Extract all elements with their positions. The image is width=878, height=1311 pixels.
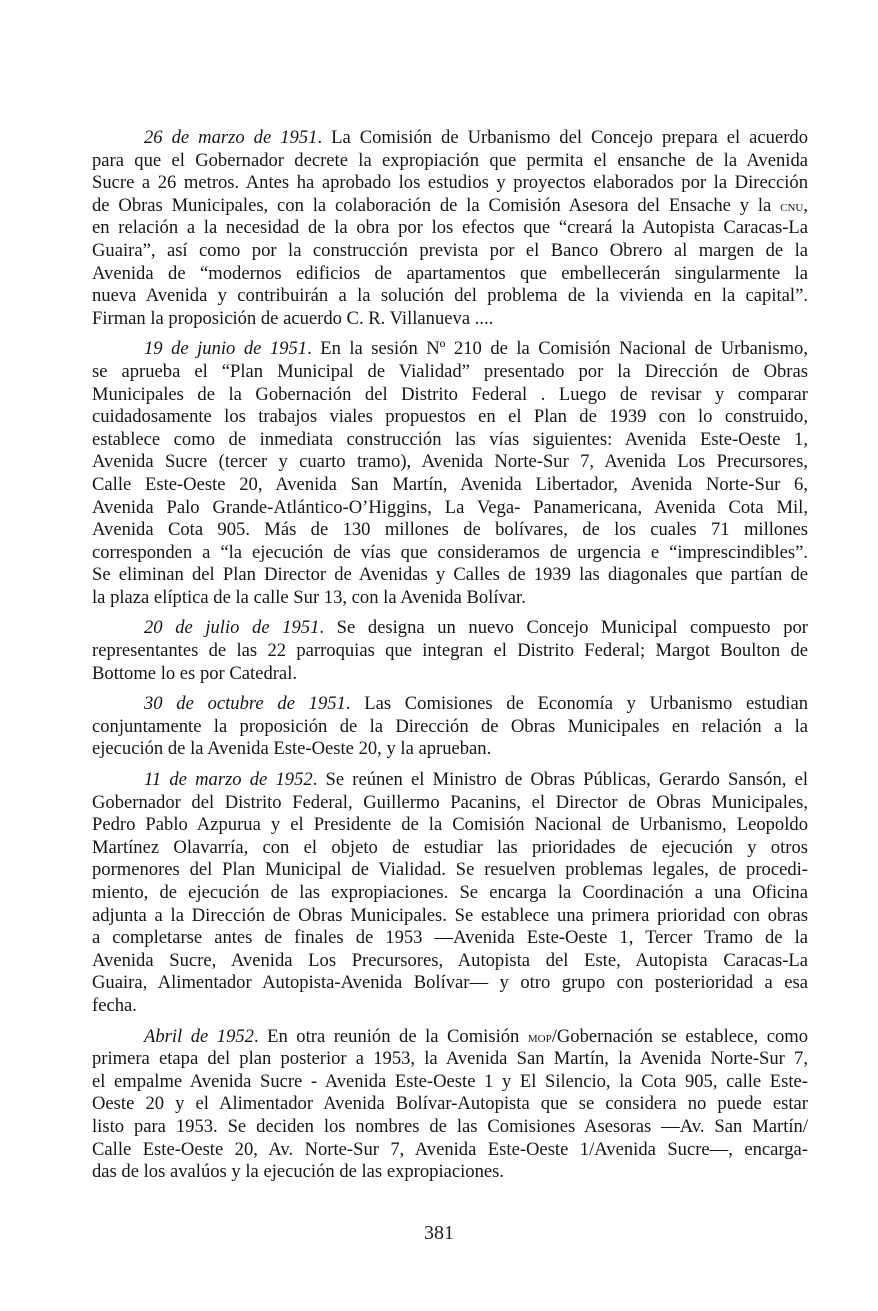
text-line: Pedro Pablo Azpurua y el Presidente de la Comisión Nacional de Urbanismo, Leopoldo	[92, 814, 808, 836]
text-line: conjuntamente la proposición de la Dirección de Obras Municipales en relación a la	[92, 715, 808, 737]
paragraph-entry	[92, 1026, 808, 1184]
entry-date: 20 de julio de 1951	[144, 617, 320, 639]
entry-date: Abril de 1952	[144, 1025, 254, 1047]
text-line: Guaira”, así como por la construcción prevista por el Banco Obrero al margen de la	[92, 239, 808, 261]
text-line: adjunta a la Dirección de Obras Municipales. Se establece una primera prioridad con obras	[92, 904, 808, 926]
paragraph-entry	[92, 338, 808, 609]
text-line: pormenores del Plan Municipal de Vialidad. Se resuelven problemas legales, de procedi-	[92, 859, 808, 881]
text-line: se aprueba el “Plan Municipal de Vialidad” presentado por la Dirección de Obras	[92, 360, 808, 382]
text-line: das de los avalúos y la ejecución de las expropiaciones.	[92, 1161, 505, 1183]
text-line: Guaira, Alimentador Autopista-Avenida Bolívar— y otro grupo con posterioridad a esa	[92, 972, 808, 994]
text-line: Avenida de “modernos edificios de apartamentos que embellecerán singularmente la	[92, 262, 808, 284]
text-line: Calle Este-Oeste 20, Av. Norte-Sur 7, Avenida Este-Oeste 1/Avenida Sucre—, encarga-	[92, 1138, 808, 1160]
text-line	[92, 693, 808, 716]
text-line: Municipales de la Gobernación del Distrito Federal . Luego de revisar y comparar	[92, 383, 808, 405]
acronym: cnu	[780, 198, 804, 215]
text-line	[92, 127, 808, 150]
text-line: Avenida Sucre, Avenida Los Precursores, Autopista del Este, Autopista Caracas-La	[92, 949, 808, 971]
text-line	[92, 769, 808, 792]
entry-date: 19 de junio de 1951	[144, 338, 308, 360]
entry-date: 30 de octubre de 1951	[144, 693, 346, 715]
text-line: fecha.	[92, 994, 137, 1016]
text-line: Firman la proposición de acuerdo C. R. Villanueva ....	[92, 307, 494, 329]
text-line: la plaza elíptica de la calle Sur 13, con la Avenida Bolívar.	[92, 586, 526, 608]
text-line: representantes de las 22 parroquias que integran el Distrito Federal; Margot Boulton de	[92, 640, 808, 662]
paragraph-entry	[92, 127, 808, 330]
text-line: Avenida Cota 905. Más de 130 millones de bolívares, de los cuales 71 millones	[92, 519, 808, 541]
text-line: a completarse antes de finales de 1953 —Avenida Este-Oeste 1, Tercer Tramo de la	[92, 927, 808, 949]
text-line: Sucre a 26 metros. Antes ha aprobado los estudios y proyectos elaborados por la Dirección	[92, 172, 808, 194]
text-line: miento, de ejecución de las expropiaciones. Se encarga la Coordinación a una Oficina	[92, 882, 808, 903]
text-line: Oeste 20 y el Alimentador Avenida Bolívar-Autopista que se considera no puede estar	[92, 1093, 808, 1115]
text-line: listo para 1953. Se deciden los nombres de las Comisiones Asesoras —Av. San Martín/	[92, 1115, 808, 1137]
line-text: . En otra reunión de la Comisión mop/Gobernación se establece, como	[253, 1025, 808, 1047]
text-line	[92, 1026, 808, 1049]
text-line: ejecución de la Avenida Este-Oeste 20, y la aprueban.	[92, 738, 492, 760]
text-line: Avenida Sucre (tercer y cuarto tramo), Avenida Norte-Sur 7, Avenida Los Precursores,	[92, 451, 808, 473]
acronym: mop	[527, 1029, 552, 1046]
text-line: nueva Avenida y contribuirán a la solución del problema de la vivienda en la capital”.	[92, 285, 808, 307]
text-line: Gobernador del Distrito Federal, Guillermo Pacanins, el Director de Obras Municipales,	[92, 791, 808, 813]
text-line: corresponden a “la ejecución de vías que consideramos de urgencia e “imprescindibles”.	[92, 541, 808, 563]
text-line	[92, 338, 808, 361]
line-text: . Se designa un nuevo Concejo Municipal compuesto por	[319, 617, 808, 639]
text-line: primera etapa del plan posterior a 1953, la Avenida San Martín, la Avenida Norte-Sur 7,	[92, 1048, 808, 1070]
text-line: cuidadosamente los trabajos viales propuestos en el Plan de 1939 con lo construido,	[92, 406, 808, 428]
line-text: . Las Comisiones de Economía y Urbanismo estudian	[345, 693, 808, 715]
line-text: . En la sesión Nº 210 de la Comisión Nacional de Urbanismo,	[307, 338, 808, 360]
text-line: Martínez Olavarría, con el objeto de estudiar las prioridades de ejecución y otros	[92, 836, 808, 858]
text-line: para que el Gobernador decrete la expropiación que permita el ensanche de la Avenida	[92, 149, 808, 171]
entry-date: 26 de marzo de 1951	[144, 127, 318, 148]
paragraph-entry	[92, 693, 808, 761]
line-text: . Se reúnen el Ministro de Obras Públicas, Gerardo Sansón, el	[312, 769, 808, 791]
text-line: en relación a la necesidad de la obra por los efectos que “creará la Autopista Caracas-La	[92, 217, 808, 239]
text-line: establece como de inmediata construcción las vías siguientes: Avenida Este-Oeste 1,	[92, 428, 808, 450]
text-line: Bottome lo es por Catedral.	[92, 662, 298, 684]
text-line: Calle Este-Oeste 20, Avenida San Martín, Avenida Libertador, Avenida Norte-Sur 6,	[92, 473, 808, 495]
page-number: 381	[424, 1222, 454, 1244]
text-line	[92, 617, 808, 640]
entry-date: 11 de marzo de 1952	[144, 769, 313, 791]
text-line: Avenida Palo Grande-Atlántico-O’Higgins, La Vega- Panamericana, Avenida Cota Mil,	[92, 496, 808, 518]
document-page	[92, 127, 808, 1192]
text-line: el empalme Avenida Sucre - Avenida Este-Oeste 1 y El Silencio, la Cota 905, calle Este-	[92, 1070, 808, 1092]
paragraph-entry	[92, 769, 808, 1018]
paragraph-entry	[92, 617, 808, 685]
line-text: . La Comisión de Urbanismo del Concejo prepara el acuerdo	[317, 127, 808, 148]
text-line: de Obras Municipales, con la colaboración de la Comisión Asesora del Ensache y la cnu,	[92, 194, 808, 216]
text-line: Se eliminan del Plan Director de Avenidas y Calles de 1939 las diagonales que partían de	[92, 564, 808, 586]
